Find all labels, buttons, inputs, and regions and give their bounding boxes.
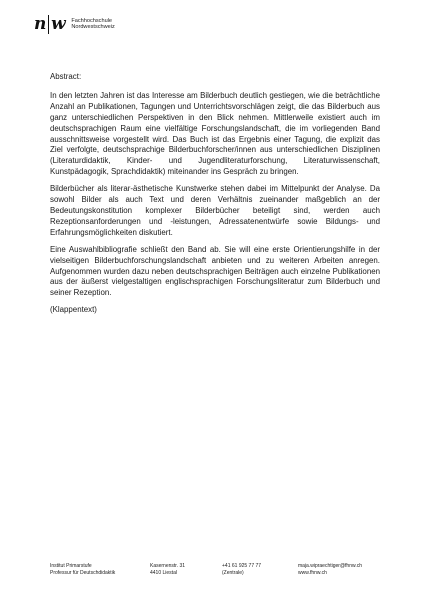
footer-street: Kasernenstr. 31 [150, 563, 186, 569]
footer-city: 4410 Liestal [150, 570, 177, 576]
footer-phone-number: +41 61 925 77 77 [222, 563, 262, 569]
abstract-label: Abstract: [50, 72, 82, 81]
footer-institute-name: Institut Primarstufe [50, 563, 92, 569]
fhnw-logo [34, 14, 65, 34]
logo-letter-n: n [34, 14, 46, 34]
paragraph-1: In den letzten Jahren ist das Interesse am Bilderbuch deutlich gestiegen, wie die beträchtliche Anzahl an Publikationen, Tagungen und Unterrichtsvorschlägen zeigt, die das Bilderbuch aus ganz unterschiedlichen Perspektiven in den Blick nehmen. Mittlerweile existiert auch im deutschsprachigen Raum eine vielfältige Forschungslandschaft, die im vorliegenden Band ausschnittsweise vorgestellt wird. Das Buch ist das Ergebnis einer Tagung, die explizit das Ziel verfolgte, deutschsprachige Bilderbuchforscher/innen aus unterschiedlichen Disziplinen (Literaturdidaktik, Kinder- und Jugendliteraturforschung, Literaturwissenschaft, Kunstpädagogik, Sprachdidaktik) miteinander ins Gespräch zu bringen. [50, 90, 380, 177]
institution-line-2: Nordwestschweiz [71, 24, 115, 30]
paragraph-2: Bilderbücher als literar-ästhetische Kunstwerke stehen dabei im Mittelpunkt der Analyse. Da sowohl Bilder als auch Text und deren Verhältnis zueinander maßgeblich an der Bedeutungskonstitution komplexer Bilderbücher beteiligt sind, werden auch Rezeptionsanforderungen und -leistungen, Adressatenentwürfe sowie Bildungs- und Erfahrungsmöglichkeiten diskutiert. [50, 184, 380, 237]
footer-email-link[interactable]: maja.wipraechtiger@fhnw.ch [298, 563, 362, 569]
footer-contact [298, 563, 362, 577]
footer-professorship: Professur für Deutschdidaktik [50, 570, 116, 576]
source-note: (Klappentext) [50, 305, 97, 315]
footer-address [150, 563, 185, 577]
institution-line-1: Fachhochschule [71, 17, 113, 24]
institution-name [71, 18, 115, 31]
footer-website-link[interactable]: www.fhnw.ch [298, 570, 327, 576]
document-body [50, 72, 380, 322]
page-header [34, 14, 115, 34]
footer-institute [50, 563, 115, 577]
logo-letter-w: w [51, 14, 66, 34]
logo-divider [48, 15, 49, 34]
paragraph-3: Eine Auswahlbibliografie schließt den Band ab. Sie will eine erste Orientierungshilfe in der vielseitigen Bilderbuchforschungslandschaft anbieten und zu weiteren Arbeiten anregen. Aufgenommen wurden dazu neben deutschsprachigen Beiträgen auch einzelne Publikationen aus der äußerst vielgestaltigen englischsprachigen Forschungsliteratur zum Bilderbuch und seiner Rezeption. [50, 244, 380, 298]
footer-phone [222, 563, 261, 577]
footer-phone-note: (Zentrale) [222, 570, 244, 576]
